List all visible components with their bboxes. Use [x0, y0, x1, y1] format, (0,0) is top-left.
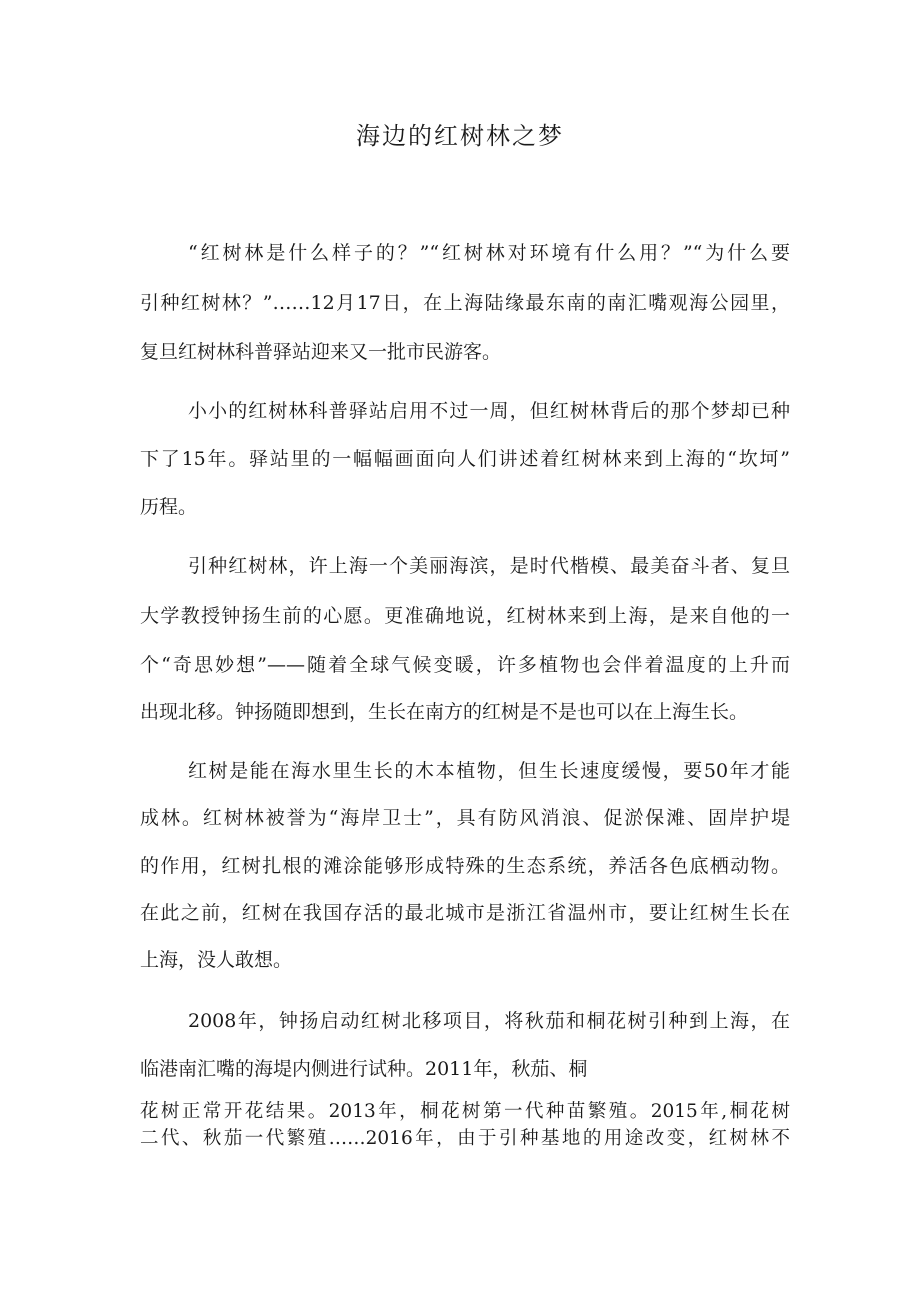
- paragraph-line: “红树林是什么样子的？”“红树林对环境有什么用？”“为什么要: [188, 242, 790, 264]
- paragraph-line: 红树是能在海水里生长的木本植物，但生长速度缓慢，要50年才能: [188, 760, 790, 782]
- paragraph-line: 大学教授钟扬生前的心愿。更准确地说，红树林来到上海，是来自他的一: [140, 605, 790, 627]
- paragraph-line: 2008年，钟扬启动红树北移项目，将秋茄和桐花树引种到上海，在: [188, 1010, 790, 1032]
- paragraph-line: 下了15年。驿站里的一幅幅画面向人们讲述着红树林来到上海的“坎坷”: [140, 448, 790, 470]
- paragraph-line: 引种红树林，许上海一个美丽海滨，是时代楷模、最美奋斗者、复旦: [188, 555, 790, 577]
- paragraph-line: 成林。红树林被誉为“海岸卫士”，具有防风消浪、促淤保滩、固岸护堤: [140, 807, 790, 829]
- paragraph-line: 小小的红树林科普驿站启用不过一周，但红树林背后的那个梦却已种: [188, 400, 790, 422]
- paragraph-line: 上海，没人敢想。: [140, 949, 293, 971]
- paragraph-line: 在此之前，红树在我国存活的最北城市是浙江省温州市，要让红树生长在: [140, 902, 790, 924]
- paragraph-line: 引种红树林？”……12月17日，在上海陆缘最东南的南汇嘴观海公园里，: [140, 292, 790, 314]
- paragraph-line: 的作用，红树扎根的滩涂能够形成特殊的生态系统，养活各色底栖动物。: [140, 855, 790, 877]
- paragraph-line: 个“奇思妙想”——随着全球气候变暖，许多植物也会伴着温度的上升而: [140, 654, 790, 676]
- paragraph-line: 出现北移。钟扬随即想到，生长在南方的红树是不是也可以在上海生长。: [140, 701, 749, 723]
- paragraph-line: 复旦红树林科普驿站迎来又一批市民游客。: [140, 341, 502, 363]
- paragraph-line: 临港南汇嘴的海堤内侧进行试种。2011年，秋茄、桐: [140, 1058, 588, 1080]
- paragraph-line: 二代、秋茄一代繁殖……2016年，由于引种基地的用途改变，红树林不: [140, 1128, 790, 1149]
- paragraph-line: 花树正常开花结果。2013年，桐花树第一代种苗繁殖。2015年,桐花树: [140, 1101, 790, 1122]
- document-title: 海边的红树林之梦: [356, 122, 564, 150]
- paragraph-line: 历程。: [140, 496, 198, 518]
